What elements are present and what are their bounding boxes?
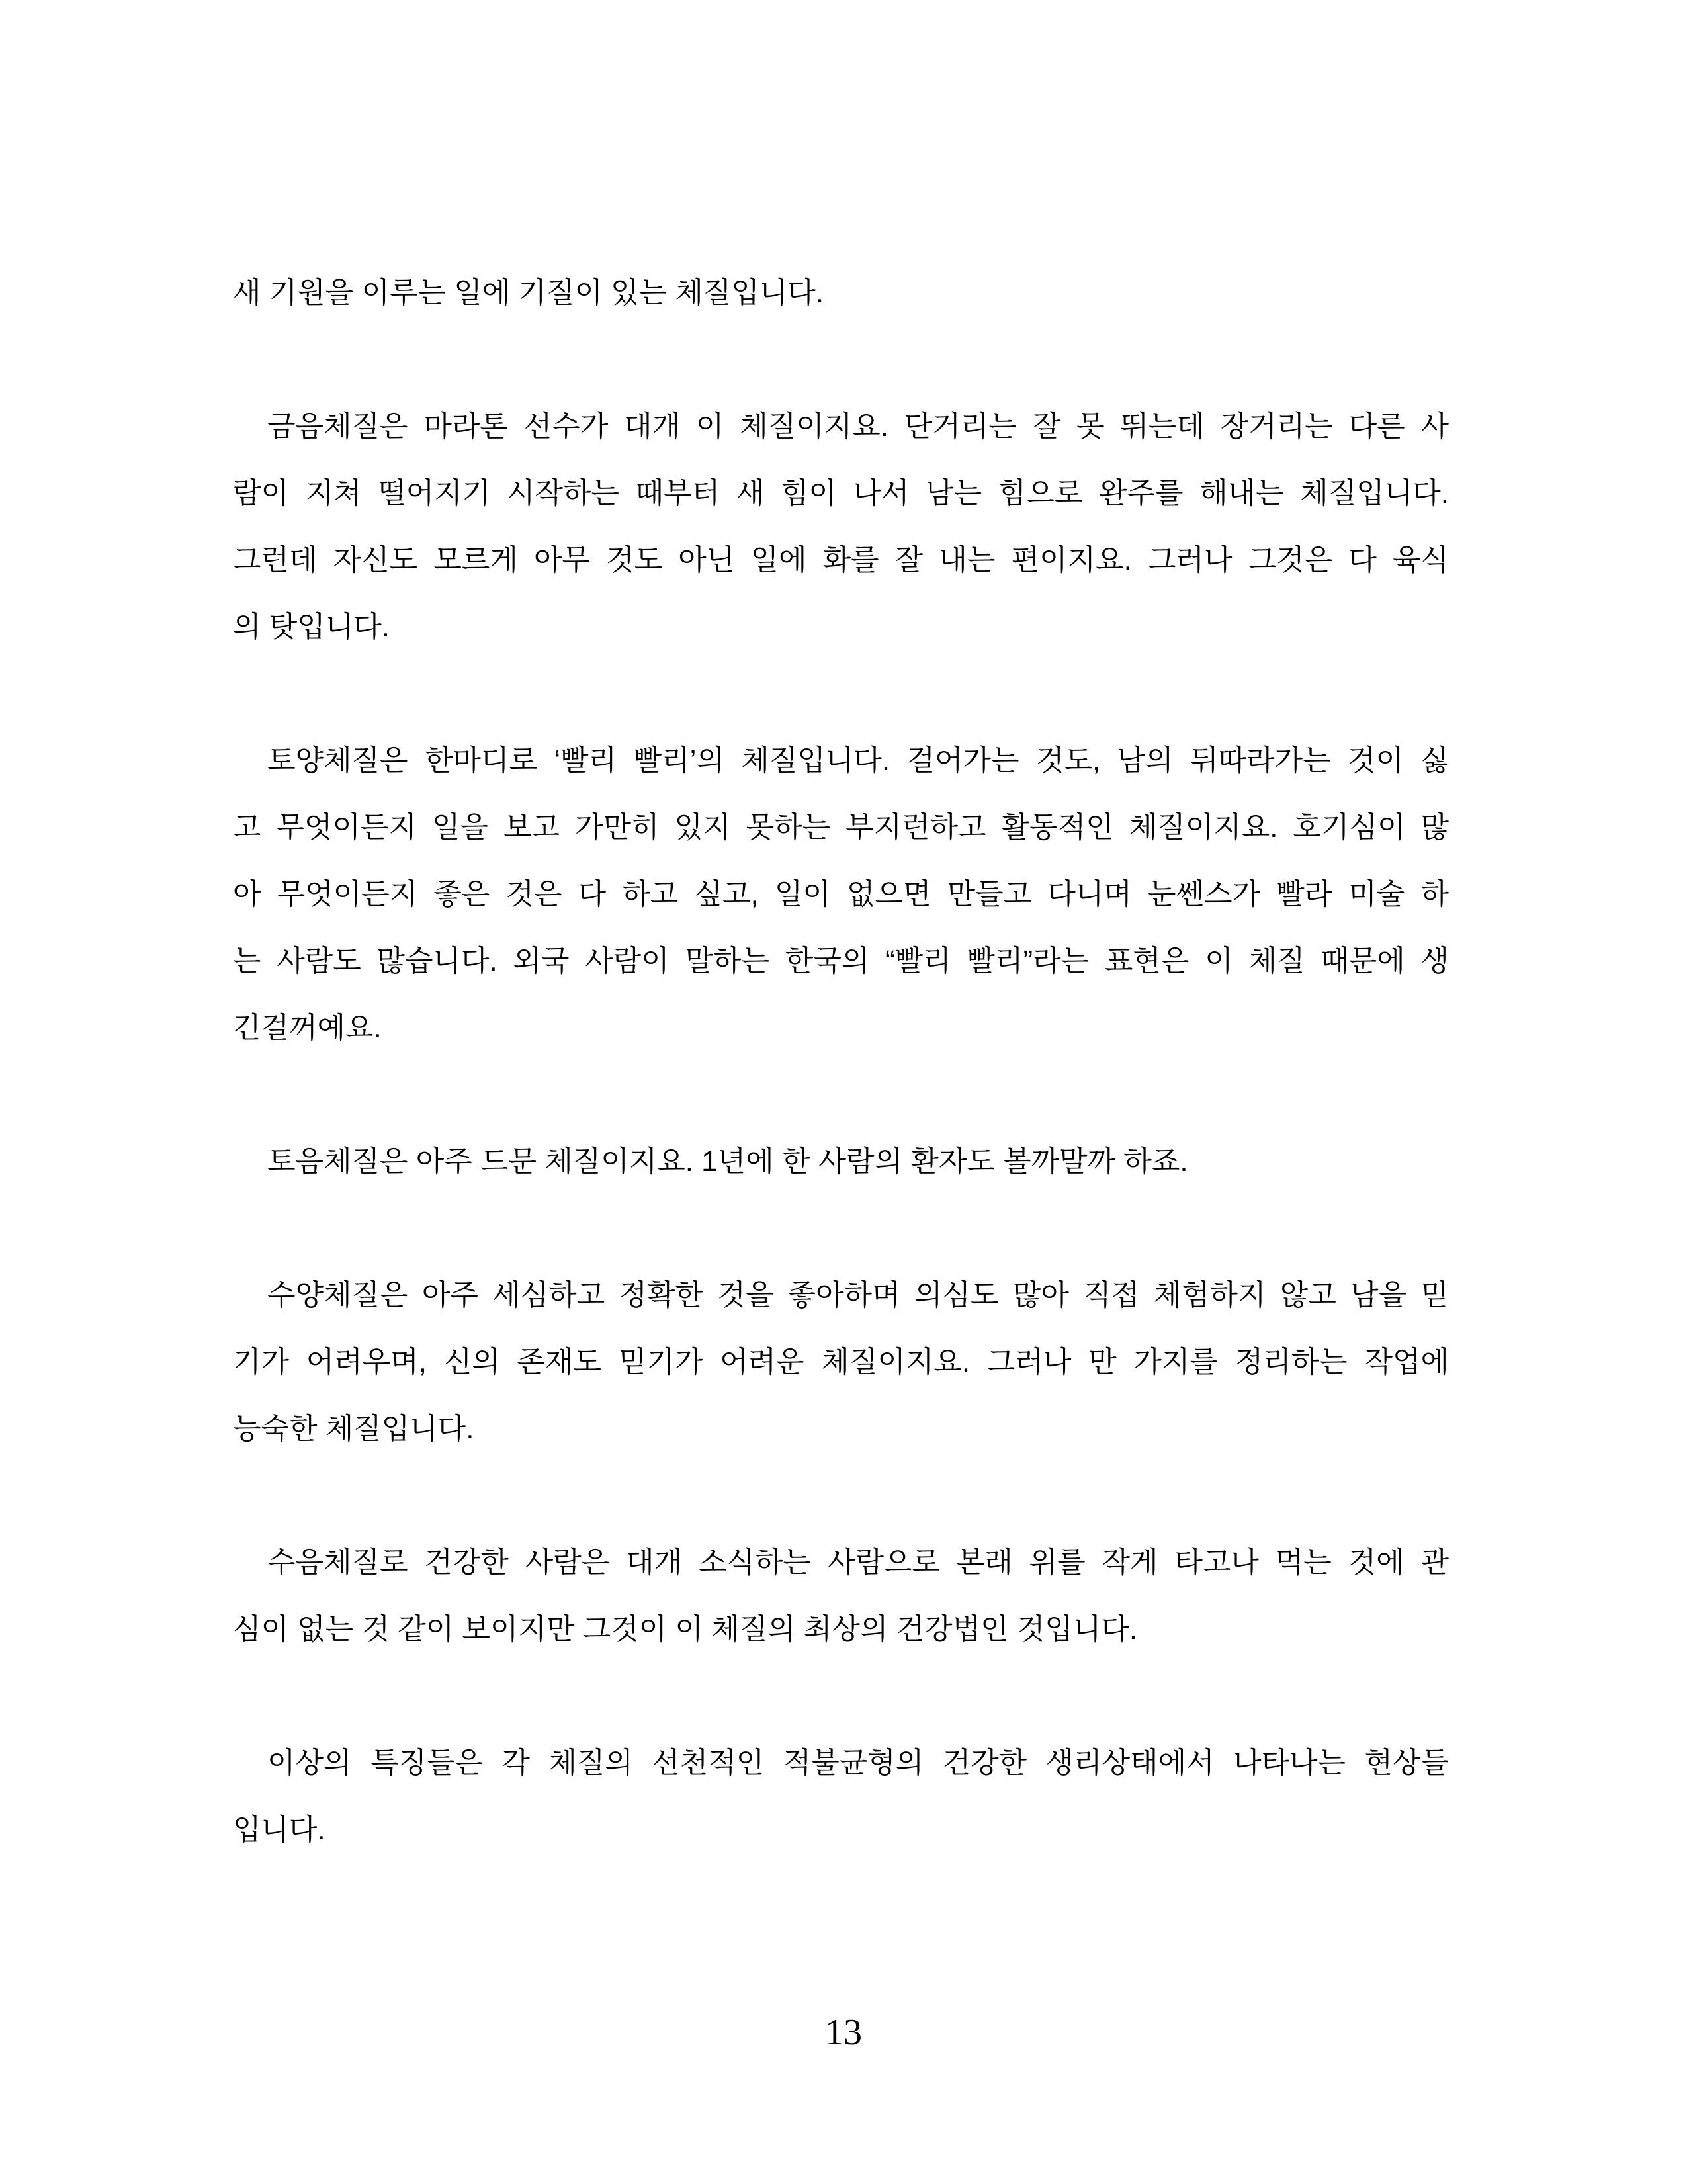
text-line: 고 무엇이든지 일을 보고 가만히 있지 못하는 부지런하고 활동적인 체질이지요. 호기심이 많	[233, 811, 1449, 844]
text-line: 이상의 특징들은 각 체질의 선천적인 적불균형의 건강한 생리상태에서 나타나는 현상들	[267, 1747, 1449, 1779]
text-line: 새 기원을 이루는 일에 기질이 있는 체질입니다.	[233, 277, 824, 309]
text-line: 람이 지쳐 떨어지기 시작하는 때부터 새 힘이 나서 남는 힘으로 완주를 해내는 체질입니다.	[233, 477, 1449, 509]
text-line: 토양체질은 한마디로 ‘빨리 빨리’의 체질입니다. 걸어가는 것도, 남의 뒤따라가는 것이 싫	[267, 744, 1449, 777]
paragraph	[233, 259, 1449, 326]
text-line: 금음체질은 마라톤 선수가 대개 이 체질이지요. 단거리는 잘 못 뛰는데 장거리는 다른 사	[267, 410, 1449, 443]
text-line: 수음체질로 건강한 사람은 대개 소식하는 사람으로 본래 위를 작게 타고나 먹는 것에 관	[267, 1546, 1449, 1579]
paragraph	[233, 393, 1449, 660]
text-line: 심이 없는 것 같이 보이지만 그것이 이 체질의 최상의 건강법인 것입니다.	[233, 1613, 1138, 1645]
text-line: 능숙한 체질입니다.	[233, 1413, 474, 1445]
text-line: 그런데 자신도 모르게 아무 것도 아닌 일에 화를 잘 내는 편이지요. 그러나 그것은 다 육식	[233, 544, 1449, 576]
text-line: 아 무엇이든지 좋은 것은 다 하고 싶고, 일이 없으면 만들고 다니며 눈쎈스가 빨라 미술 하	[233, 878, 1449, 910]
text-line: 긴걸꺼예요.	[233, 1012, 382, 1044]
text-line: 토음체질은 아주 드문 체질이지요. 1년에 한 사람의 환자도 볼까말까 하죠.	[267, 1145, 1188, 1178]
paragraph	[233, 1262, 1449, 1462]
text-line: 의 탓입니다.	[233, 611, 390, 643]
paragraph	[233, 1729, 1449, 1863]
page-number: 13	[825, 2012, 862, 2053]
document-body	[233, 259, 1449, 1863]
text-line: 수양체질은 아주 세심하고 정확한 것을 좋아하며 의심도 많아 직접 체험하지 않고 남을 믿	[267, 1279, 1449, 1311]
text-line: 입니다.	[233, 1813, 325, 1846]
text-line: 는 사람도 많습니다. 외국 사람이 말하는 한국의 “빨리 빨리”라는 표현은 이 체질 때문에 생	[233, 945, 1449, 977]
paragraph	[233, 1529, 1449, 1663]
paragraph	[233, 727, 1449, 1061]
paragraph	[233, 1128, 1449, 1195]
text-line: 기가 어려우며, 신의 존재도 믿기가 어려운 체질이지요. 그러나 만 가지를 정리하는 작업에	[233, 1346, 1449, 1378]
